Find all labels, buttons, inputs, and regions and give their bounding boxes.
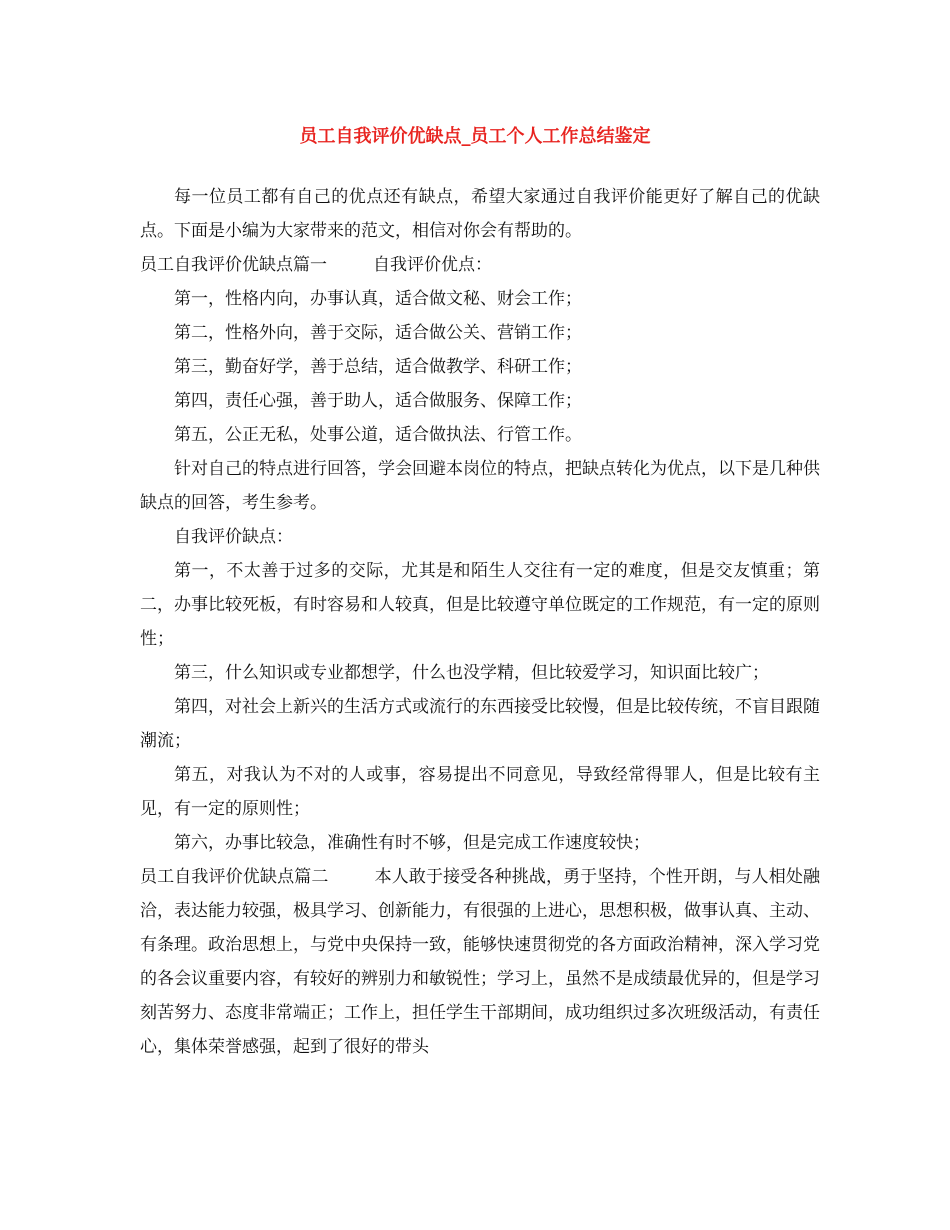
section-heading-2 <box>140 860 820 1064</box>
paragraph-weakness-1-2: 第一，不太善于过多的交际，尤其是和陌生人交往有一定的难度，但是交友慎重；第二，办事比较死板，有时容易和人较真，但是比较遵守单位既定的工作规范，有一定的原则性； <box>140 561 820 649</box>
paragraph-strength-1: 第一，性格内向，办事认真，适合做文秘、财会工作； <box>174 289 582 309</box>
document-title: 员工自我评价优缺点_员工个人工作总结鉴定 <box>299 126 651 147</box>
paragraph-strength-3: 第三，勤奋好学，善于总结，适合做教学、科研工作； <box>174 357 582 377</box>
paragraph-advice: 针对自己的特点进行回答，学会回避本岗位的特点，把缺点转化为优点，以下是几种供缺点的回答，考生参考。 <box>140 459 820 513</box>
section-heading-1-text: 自我评价优点： <box>373 255 492 275</box>
paragraph-weakness-3: 第三，什么知识或专业都想学，什么也没学精，但比较爱学习，知识面比较广； <box>174 663 769 683</box>
section-heading-1 <box>140 248 820 282</box>
paragraph-weakness-6: 第六，办事比较急，准确性有时不够，但是完成工作速度较快； <box>174 833 650 853</box>
paragraph-strength-2: 第二，性格外向，善于交际，适合做公关、营销工作； <box>174 323 582 343</box>
document-body <box>140 180 820 1064</box>
paragraph-weakness-4: 第四，对社会上新兴的生活方式或流行的东西接受比较慢，但是比较传统，不盲目跟随潮流； <box>140 697 820 751</box>
section-heading-2-text: 本人敢于接受各种挑战，勇于坚持，个性开朗，与人相处融洽，表达能力较强，极具学习、创新能力，有很强的上进心，思想积极，做事认真、主动、有条理。政治思想上，与党中央保持一致，能够快速贯彻党的各方面政治精神，深入学习党的各会议重要内容，有较好的辨别力和敏锐性；学习上，虽然不是成绩最优异的，但是学习刻苦努力、态度非常端正；工作上，担任学生干部期间，成功组织过多次班级活动，有责任心，集体荣誉感强，起到了很好的带头 <box>140 867 821 1057</box>
paragraph-weakness-5: 第五，对我认为不对的人或事，容易提出不同意见，导致经常得罪人，但是比较有主见，有一定的原则性； <box>140 765 820 819</box>
section-heading-1-title: 员工自我评价优缺点篇一 <box>140 255 327 275</box>
paragraph-intro: 每一位员工都有自己的优点还有缺点，希望大家通过自我评价能更好了解自己的优缺点。下面是小编为大家带来的范文，相信对你会有帮助的。 <box>140 187 820 241</box>
paragraph-weakness-heading: 自我评价缺点： <box>174 527 293 547</box>
paragraph-strength-4: 第四，责任心强，善于助人，适合做服务、保障工作； <box>174 391 582 411</box>
section-heading-2-title: 员工自我评价优缺点篇二 <box>140 867 329 887</box>
paragraph-strength-5: 第五，公正无私，处事公道，适合做执法、行管工作。 <box>174 425 582 445</box>
